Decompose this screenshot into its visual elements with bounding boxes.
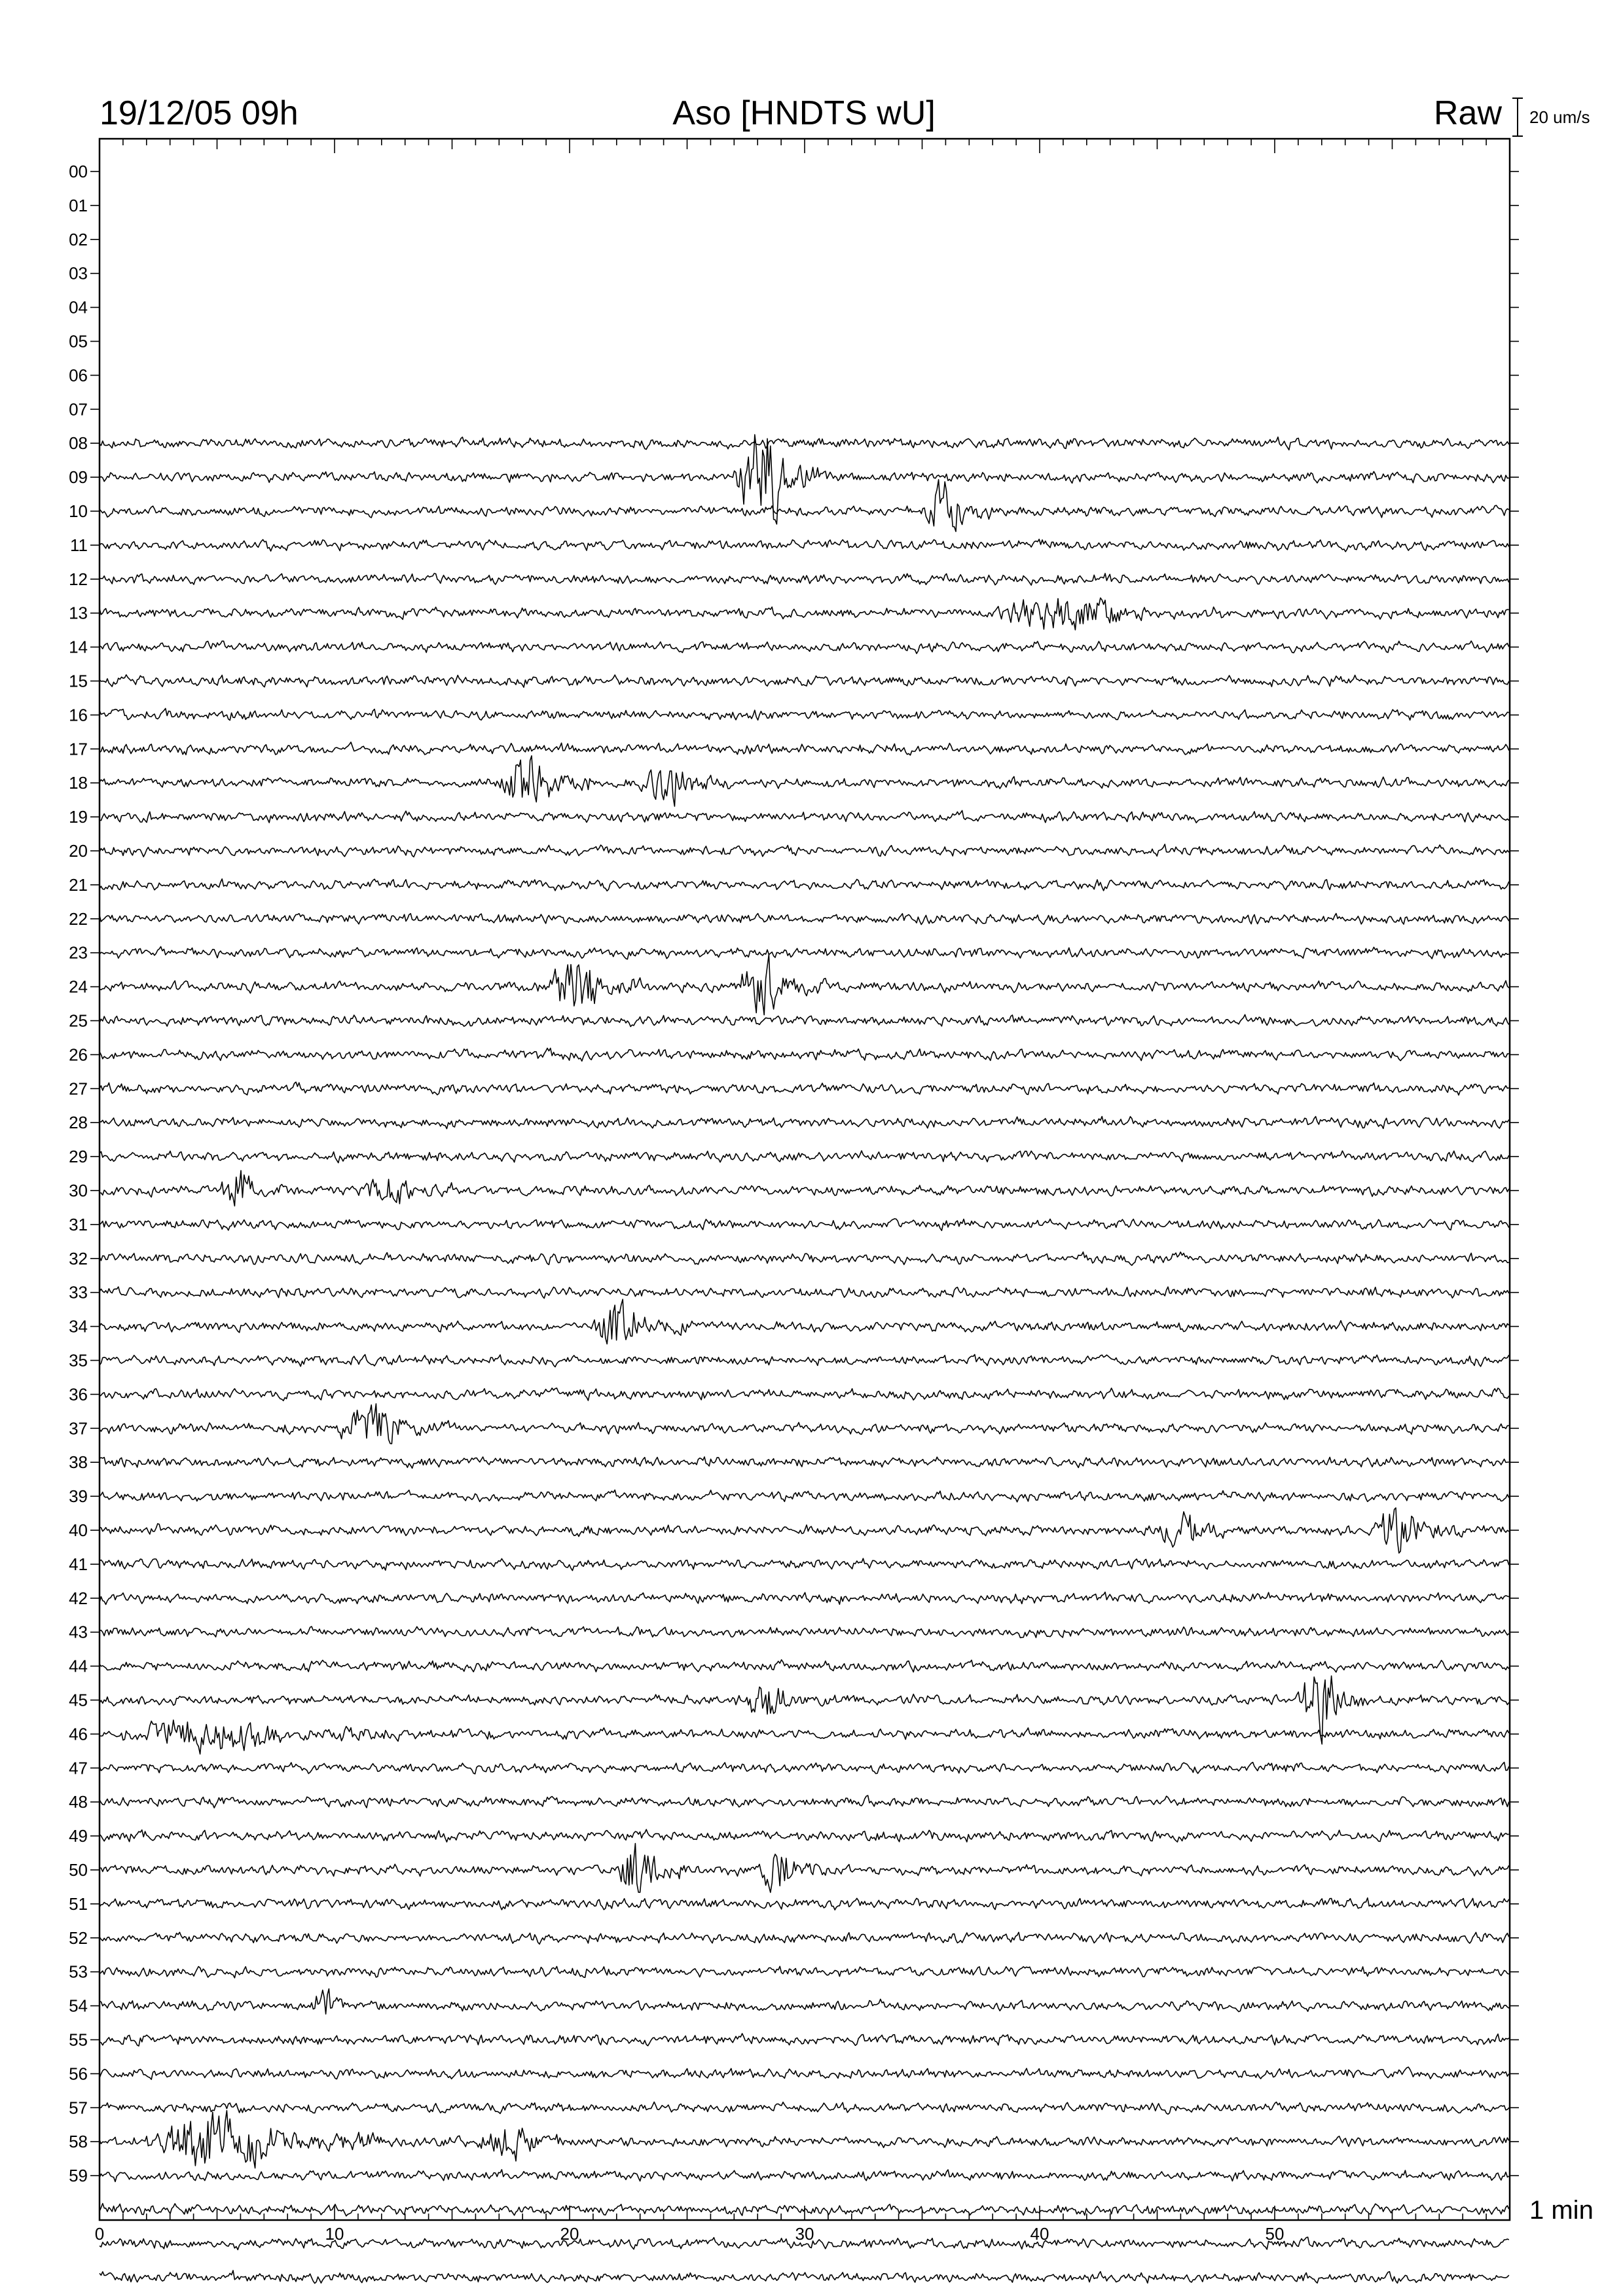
row-label: 46: [69, 1724, 88, 1744]
row-label: 38: [69, 1452, 88, 1473]
seismic-trace: [100, 1660, 1509, 1672]
row-label: 01: [69, 195, 88, 215]
row-label: 37: [69, 1418, 88, 1439]
row-label: 07: [69, 399, 88, 420]
row-label: 08: [69, 433, 88, 454]
row-label: 31: [69, 1214, 88, 1234]
seismic-trace: [100, 1014, 1509, 1026]
row-label: 04: [69, 297, 88, 317]
row-label: 35: [69, 1350, 88, 1371]
seismic-trace: [100, 1170, 1509, 1206]
seismic-trace: [100, 539, 1509, 552]
seismic-trace: [100, 1252, 1509, 1266]
seismic-trace: [100, 1299, 1509, 1344]
row-label: 51: [69, 1893, 88, 1914]
seismic-trace: [100, 1720, 1509, 1754]
row-label: 16: [69, 705, 88, 725]
amplitude-scale-label: 20 um/s: [1529, 107, 1590, 127]
seismic-trace: [100, 1795, 1509, 1808]
seismic-trace: [100, 1508, 1509, 1553]
row-label: 47: [69, 1758, 88, 1778]
row-label: 39: [69, 1486, 88, 1507]
seismic-trace: [100, 598, 1509, 630]
seismic-trace: [100, 2067, 1509, 2079]
seismic-trace: [100, 879, 1509, 891]
row-label: 49: [69, 1826, 88, 1846]
seismic-trace: [100, 1626, 1509, 1638]
row-labels: [69, 162, 88, 2185]
time-unit-label: 1 min: [1529, 2196, 1594, 2225]
row-label: 00: [69, 162, 88, 181]
seismic-trace: [100, 1898, 1509, 1910]
row-label: 25: [69, 1011, 88, 1031]
left-row-ticks: [90, 171, 100, 2176]
row-label: 14: [69, 637, 88, 657]
seismic-trace: [100, 1966, 1509, 1978]
row-label: 40: [69, 1520, 88, 1540]
row-label: 56: [69, 2064, 88, 2084]
seismic-trace: [100, 2034, 1509, 2046]
row-label: 13: [69, 603, 88, 623]
x-tick-label: 20: [560, 2224, 579, 2244]
x-tick-label: 10: [325, 2224, 344, 2244]
seismic-trace: [100, 1558, 1509, 1571]
row-label: 41: [69, 1554, 88, 1574]
x-tick-label: 0: [94, 2224, 105, 2244]
seismic-trace: [100, 810, 1509, 823]
row-label: 45: [69, 1690, 88, 1710]
row-label: 33: [69, 1282, 88, 1302]
seismic-trace: [100, 675, 1509, 687]
seismic-trace: [100, 1287, 1509, 1299]
seismic-trace: [100, 1763, 1509, 1774]
row-label: 54: [69, 1996, 88, 2016]
seismic-trace: [100, 954, 1509, 1014]
row-label: 22: [69, 908, 88, 929]
seismic-trace: [100, 1676, 1509, 1744]
row-label: 28: [69, 1113, 88, 1133]
seismic-trace: [100, 2170, 1509, 2181]
seismic-trace: [100, 756, 1509, 806]
row-label: 30: [69, 1181, 88, 1200]
row-label: 59: [69, 2166, 88, 2186]
row-label: 24: [69, 977, 88, 997]
row-label: 17: [69, 739, 88, 759]
seismic-trace: [100, 1592, 1509, 1605]
row-label: 12: [69, 569, 88, 589]
row-label: 52: [69, 1928, 88, 1948]
row-label: 20: [69, 841, 88, 861]
row-label: 44: [69, 1656, 88, 1676]
row-label: 53: [69, 1962, 88, 1982]
row-label: 09: [69, 467, 88, 488]
header-datetime: 19/12/05 09h: [100, 94, 299, 132]
seismic-trace: [100, 914, 1509, 925]
seismic-trace: [100, 1457, 1509, 1468]
plot-frame: [100, 139, 1510, 2220]
seismic-traces: [100, 435, 1509, 2284]
seismic-trace: [100, 844, 1509, 857]
row-label: 23: [69, 942, 88, 963]
seismic-trace: [100, 1844, 1509, 1893]
row-label: 27: [69, 1079, 88, 1099]
chart-title: Aso [HNDTS wU]: [672, 94, 936, 132]
seismic-trace: [100, 1829, 1509, 1842]
row-label: 03: [69, 263, 88, 283]
seismic-trace: [100, 437, 1509, 450]
seismic-trace: [100, 2102, 1509, 2115]
row-label: 21: [69, 874, 88, 895]
seismic-trace: [100, 708, 1509, 720]
seismic-trace: [100, 435, 1509, 524]
row-label: 34: [69, 1316, 88, 1336]
row-label: 42: [69, 1588, 88, 1608]
seismic-trace: [100, 1151, 1509, 1162]
row-label: 43: [69, 1622, 88, 1642]
row-label: 10: [69, 501, 88, 521]
right-row-ticks: [1510, 171, 1519, 2176]
seismic-trace: [100, 1082, 1509, 1095]
row-label: 15: [69, 671, 88, 691]
x-tick-label: 40: [1030, 2224, 1049, 2244]
seismic-trace: [100, 1388, 1509, 1401]
x-tick-label: 50: [1265, 2224, 1285, 2244]
row-label: 05: [69, 331, 88, 351]
seismic-trace: [100, 573, 1509, 585]
seismic-trace: [100, 641, 1509, 653]
x-tick-label: 30: [795, 2224, 814, 2244]
row-label: 29: [69, 1147, 88, 1167]
amplitude-scale-bar: [1512, 98, 1523, 136]
seismic-trace: [100, 946, 1509, 959]
row-label: 58: [69, 2132, 88, 2152]
row-label: 57: [69, 2098, 88, 2118]
seismic-trace: [100, 1355, 1509, 1367]
seismic-trace: [100, 1219, 1509, 1230]
seismic-trace: [100, 1049, 1509, 1062]
seismic-trace: [100, 1117, 1509, 1129]
row-label: 48: [69, 1792, 88, 1812]
row-label: 55: [69, 2030, 88, 2050]
row-label: 26: [69, 1045, 88, 1065]
seismic-trace: [100, 1989, 1509, 2015]
seismic-trace: [100, 2270, 1509, 2284]
row-label: 06: [69, 365, 88, 386]
row-label: 32: [69, 1248, 88, 1268]
row-label: 02: [69, 229, 88, 249]
seismic-trace: [100, 1404, 1509, 1444]
row-label: 50: [69, 1860, 88, 1880]
seismic-trace: [100, 2111, 1509, 2168]
seismic-trace: [100, 742, 1509, 755]
row-label: 19: [69, 807, 88, 827]
seismic-trace: [100, 1490, 1509, 1502]
row-label: 11: [70, 535, 88, 555]
top-minute-ticks: [100, 139, 1510, 153]
row-label: 18: [69, 773, 88, 793]
row-label: 36: [69, 1384, 88, 1405]
mode-label: Raw: [1433, 94, 1502, 132]
seismic-trace: [100, 1932, 1509, 1944]
